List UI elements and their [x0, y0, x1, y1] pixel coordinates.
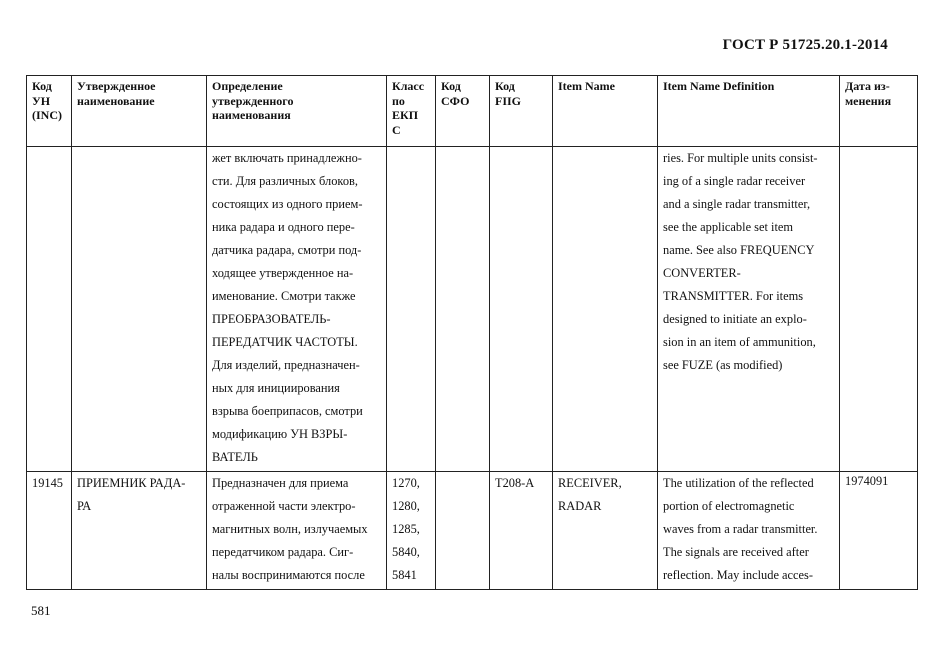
header-inc — [27, 76, 72, 147]
cell-line: waves from a radar transmitter. — [663, 522, 818, 536]
table-row — [27, 147, 918, 472]
header-line: СФО — [441, 93, 470, 108]
table-header-row — [27, 76, 918, 147]
cell-line: sion in an item of ammunition, — [663, 335, 816, 349]
header-line: (INC) — [32, 108, 62, 122]
cell-line: передатчиком радара. Сиг- — [212, 545, 354, 559]
spec-table — [26, 75, 918, 590]
cell-line: именование. Смотри также — [212, 289, 356, 303]
name-ru-cell — [72, 147, 207, 472]
cell-line: portion of electromagnetic — [663, 499, 795, 513]
cell-line: 1280, — [392, 499, 420, 513]
table-row — [27, 472, 918, 590]
header-line: Дата из- — [845, 79, 890, 93]
cell-line: 1285, — [392, 522, 420, 536]
cell-line: ПЕРЕДАТЧИК ЧАСТОТЫ. — [212, 335, 358, 349]
cell-line: сти. Для различных блоков, — [212, 174, 358, 188]
cell-line: модификацию УН ВЗРЫ- — [212, 427, 348, 441]
cell-line: ходящее утвержденное на- — [212, 266, 354, 280]
class-cell — [387, 472, 436, 590]
definition-ru-cell — [207, 472, 387, 590]
date-cell — [840, 472, 918, 590]
header-line: С — [392, 122, 401, 137]
header-line: Item Name Definition — [663, 79, 775, 93]
header-line: ЕКП — [392, 108, 419, 122]
header-line: Утвержденное — [77, 79, 156, 93]
page-number: 581 — [31, 603, 51, 618]
header-line: Код — [441, 79, 461, 93]
cell-line: Предназначен для приема — [212, 476, 349, 490]
header-date — [840, 76, 918, 147]
header-line: по — [392, 93, 405, 108]
item-definition-cell — [658, 472, 840, 590]
cell-line: магнитных волн, излучаемых — [212, 522, 368, 536]
header-line: утвержденного — [212, 93, 294, 108]
cell-line: T208-A — [495, 476, 535, 490]
fiig-cell — [490, 472, 553, 590]
header-line: Код — [32, 79, 52, 93]
item-name-cell — [553, 147, 658, 472]
cell-line: РА — [77, 499, 92, 513]
cell-line: ing of a single radar receiver — [663, 174, 806, 188]
cell-line: датчика радара, смотри под- — [212, 243, 362, 257]
class-cell — [387, 147, 436, 472]
cell-line: designed to initiate an explo- — [663, 312, 807, 326]
sfo-cell — [436, 147, 490, 472]
cell-line: жет включать принадлежно- — [212, 151, 362, 165]
header-item-definition — [658, 76, 840, 147]
cell-line: Для изделий, предназначен- — [212, 358, 360, 372]
header-name-ru — [72, 76, 207, 147]
date-cell — [840, 147, 918, 472]
cell-line: The signals are received after — [663, 545, 809, 559]
sfo-cell — [436, 472, 490, 590]
header-item-name — [553, 76, 658, 147]
cell-line: RECEIVER, — [558, 476, 622, 490]
header-class — [387, 76, 436, 147]
header-line: Определение — [212, 79, 283, 93]
cell-line: ries. For multiple units consist- — [663, 151, 818, 165]
header-line: Класс — [392, 79, 425, 93]
cell-line: 1270, — [392, 476, 420, 490]
cell-line: ВАТЕЛЬ — [212, 450, 258, 464]
inc-cell — [27, 472, 72, 590]
cell-line: ПРЕОБРАЗОВАТЕЛЬ- — [212, 312, 331, 326]
cell-line: 1974091 — [845, 474, 889, 488]
header-line: наименование — [77, 93, 155, 108]
item-name-cell — [553, 472, 658, 590]
header-line: FIIG — [495, 93, 522, 108]
header-line: Item Name — [558, 79, 615, 93]
cell-line: 19145 — [32, 476, 63, 490]
cell-line: ных для инициирования — [212, 381, 340, 395]
cell-line: see FUZE (as modified) — [663, 358, 783, 372]
cell-line: ПРИЕМНИК РАДА- — [77, 476, 186, 490]
header-line: менения — [845, 93, 892, 108]
header-line: наименования — [212, 108, 291, 122]
fiig-cell — [490, 147, 553, 472]
document-code: ГОСТ Р 51725.20.1-2014 — [722, 37, 888, 53]
cell-line: TRANSMITTER. For items — [663, 289, 804, 303]
cell-line: RADAR — [558, 499, 602, 513]
cell-line: see the applicable set item — [663, 220, 794, 234]
cell-line: ника радара и одного пере- — [212, 220, 355, 234]
header-line: Код — [495, 79, 515, 93]
cell-line: налы воспринимаются после — [212, 568, 365, 582]
header-sfo — [436, 76, 490, 147]
cell-line: name. See also FREQUENCY — [663, 243, 815, 257]
cell-line: and a single radar transmitter, — [663, 197, 811, 211]
cell-line: The utilization of the reflected — [663, 476, 814, 490]
cell-line: отраженной части электро- — [212, 499, 356, 513]
cell-line: 5840, — [392, 545, 420, 559]
cell-line: reflection. May include acces- — [663, 568, 813, 582]
item-definition-cell — [658, 147, 840, 472]
header-fiig — [490, 76, 553, 147]
cell-line: CONVERTER- — [663, 266, 741, 280]
definition-ru-cell — [207, 147, 387, 472]
header-definition-ru — [207, 76, 387, 147]
cell-line: состоящих из одного прием- — [212, 197, 363, 211]
name-ru-cell — [72, 472, 207, 590]
header-line: УН — [32, 93, 51, 108]
cell-line: взрыва боеприпасов, смотри — [212, 404, 363, 418]
cell-line: 5841 — [392, 568, 417, 582]
inc-cell — [27, 147, 72, 472]
